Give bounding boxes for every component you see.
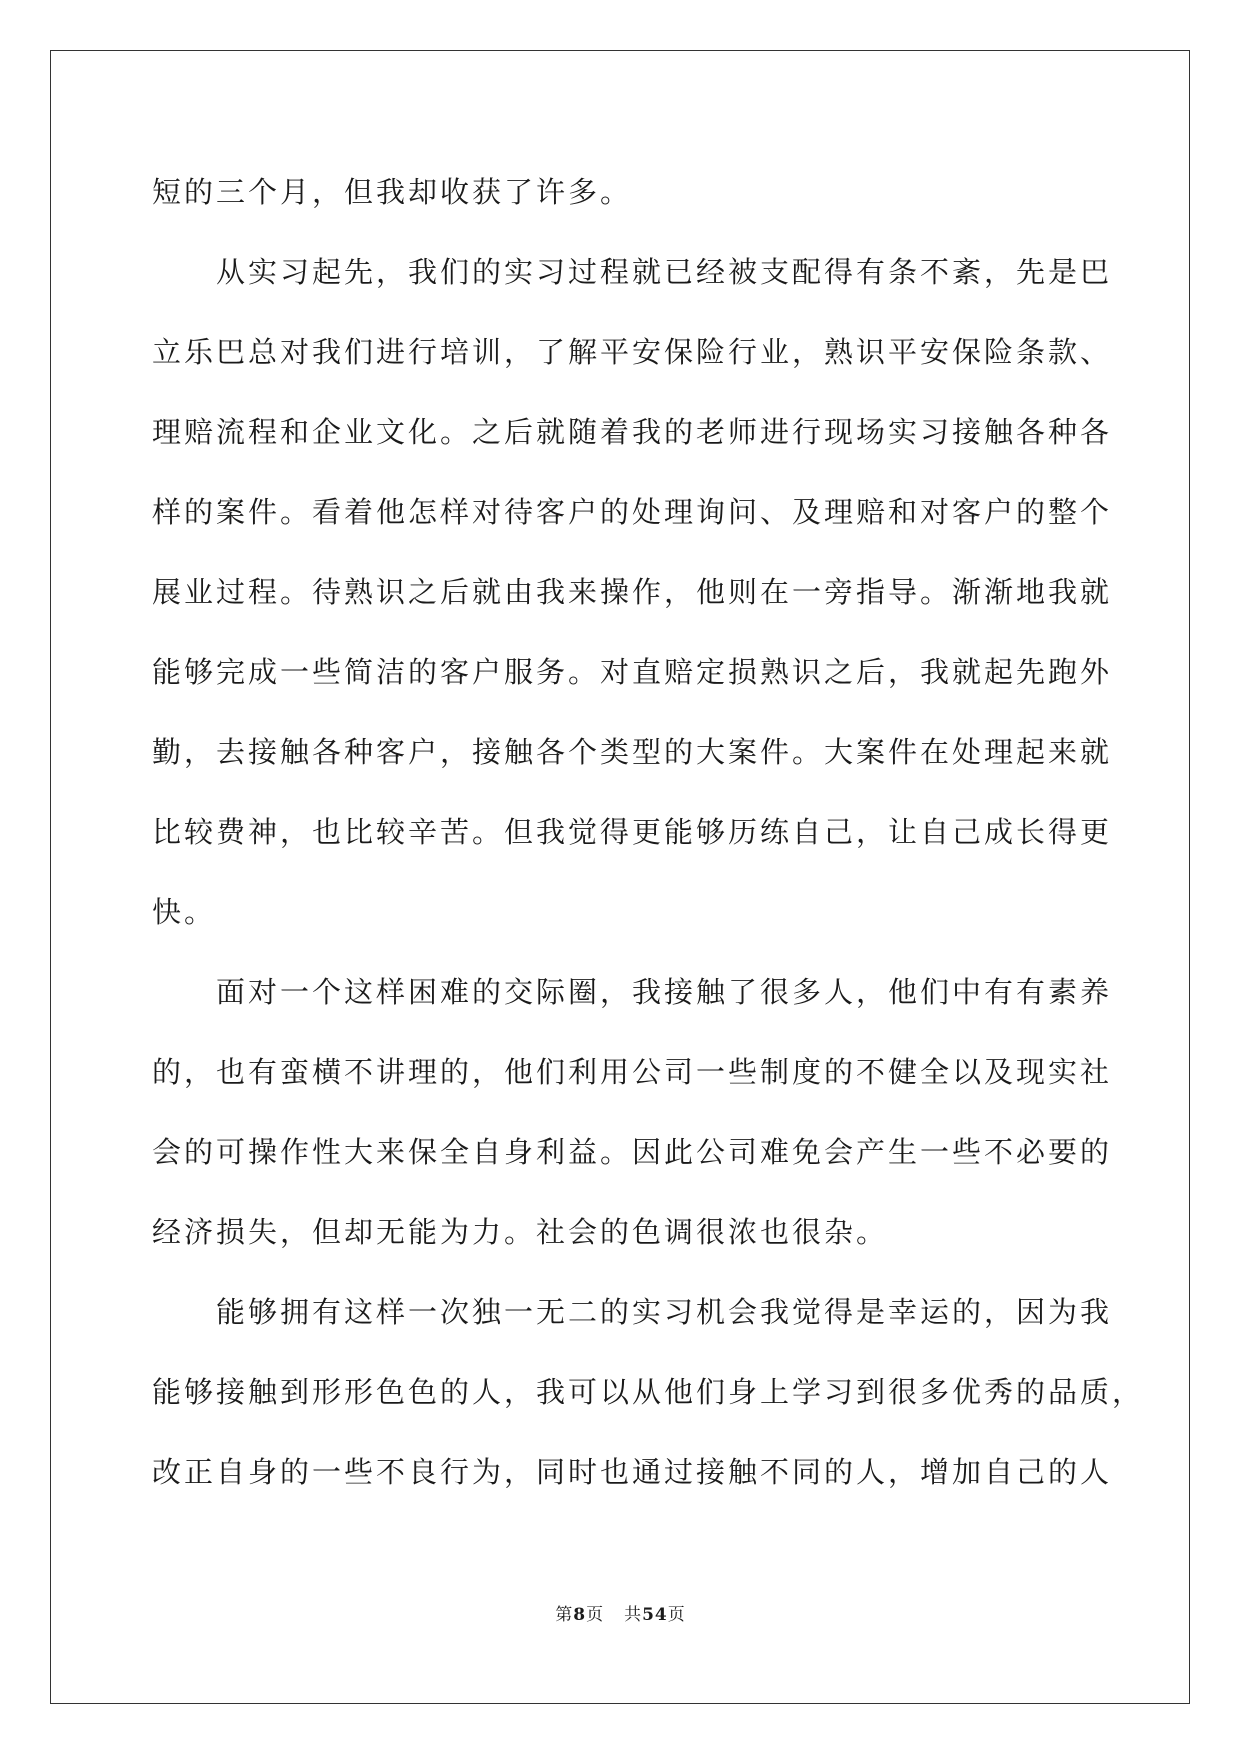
text-line-17: 改正自身的一些不良行为，同时也通过接触不同的人，增加自己的人 (152, 1455, 1113, 1489)
total-pages: 54 (642, 1605, 668, 1625)
text-line-7: 能够完成一些简洁的客户服务。对直赔定损熟识之后，我就起先跑外 (152, 655, 1113, 689)
text-line-3: 立乐巴总对我们进行培训，了解平安保险行业，熟识平安保险条款、 (152, 335, 1113, 369)
text-line-13: 会的可操作性大来保全自身利益。因此公司难免会产生一些不必要的 (152, 1135, 1113, 1169)
text-line-16: 能够接触到形形色色的人，我可以从他们身上学习到很多优秀的品质， (152, 1375, 1145, 1409)
page-prefix: 第 (555, 1605, 574, 1625)
text-line-12: 的，也有蛮横不讲理的，他们利用公司一些制度的不健全以及现实社 (152, 1055, 1113, 1089)
page-number: 8 (573, 1605, 587, 1625)
text-line-4: 理赔流程和企业文化。之后就随着我的老师进行现场实习接触各种各 (152, 415, 1113, 449)
text-line-11: 面对一个这样困难的交际圈，我接触了很多人，他们中有有素养 (216, 975, 1113, 1009)
text-line-15: 能够拥有这样一次独一无二的实习机会我觉得是幸运的，因为我 (216, 1295, 1113, 1329)
text-line-10: 快。 (152, 895, 217, 929)
text-line-6: 展业过程。待熟识之后就由我来操作，他则在一旁指导。渐渐地我就 (152, 575, 1113, 609)
text-line-14: 经济损失，但却无能为力。社会的色调很浓也很杂。 (152, 1215, 889, 1249)
text-line-8: 勤，去接触各种客户，接触各个类型的大案件。大案件在处理起来就 (152, 735, 1113, 769)
text-line-9: 比较费神，也比较辛苦。但我觉得更能够历练自己，让自己成长得更 (152, 815, 1113, 849)
page-suffix: 页 (586, 1605, 605, 1625)
text-line-5: 样的案件。看着他怎样对待客户的处理询问、及理赔和对客户的整个 (152, 495, 1113, 529)
page-footer (0, 1600, 1241, 1625)
total-prefix: 共 (624, 1605, 643, 1625)
total-suffix: 页 (667, 1605, 686, 1625)
text-line-2: 从实习起先，我们的实习过程就已经被支配得有条不紊，先是巴 (216, 255, 1113, 289)
text-line-1: 短的三个月，但我却收获了许多。 (152, 175, 633, 209)
document-body (152, 152, 1145, 1512)
